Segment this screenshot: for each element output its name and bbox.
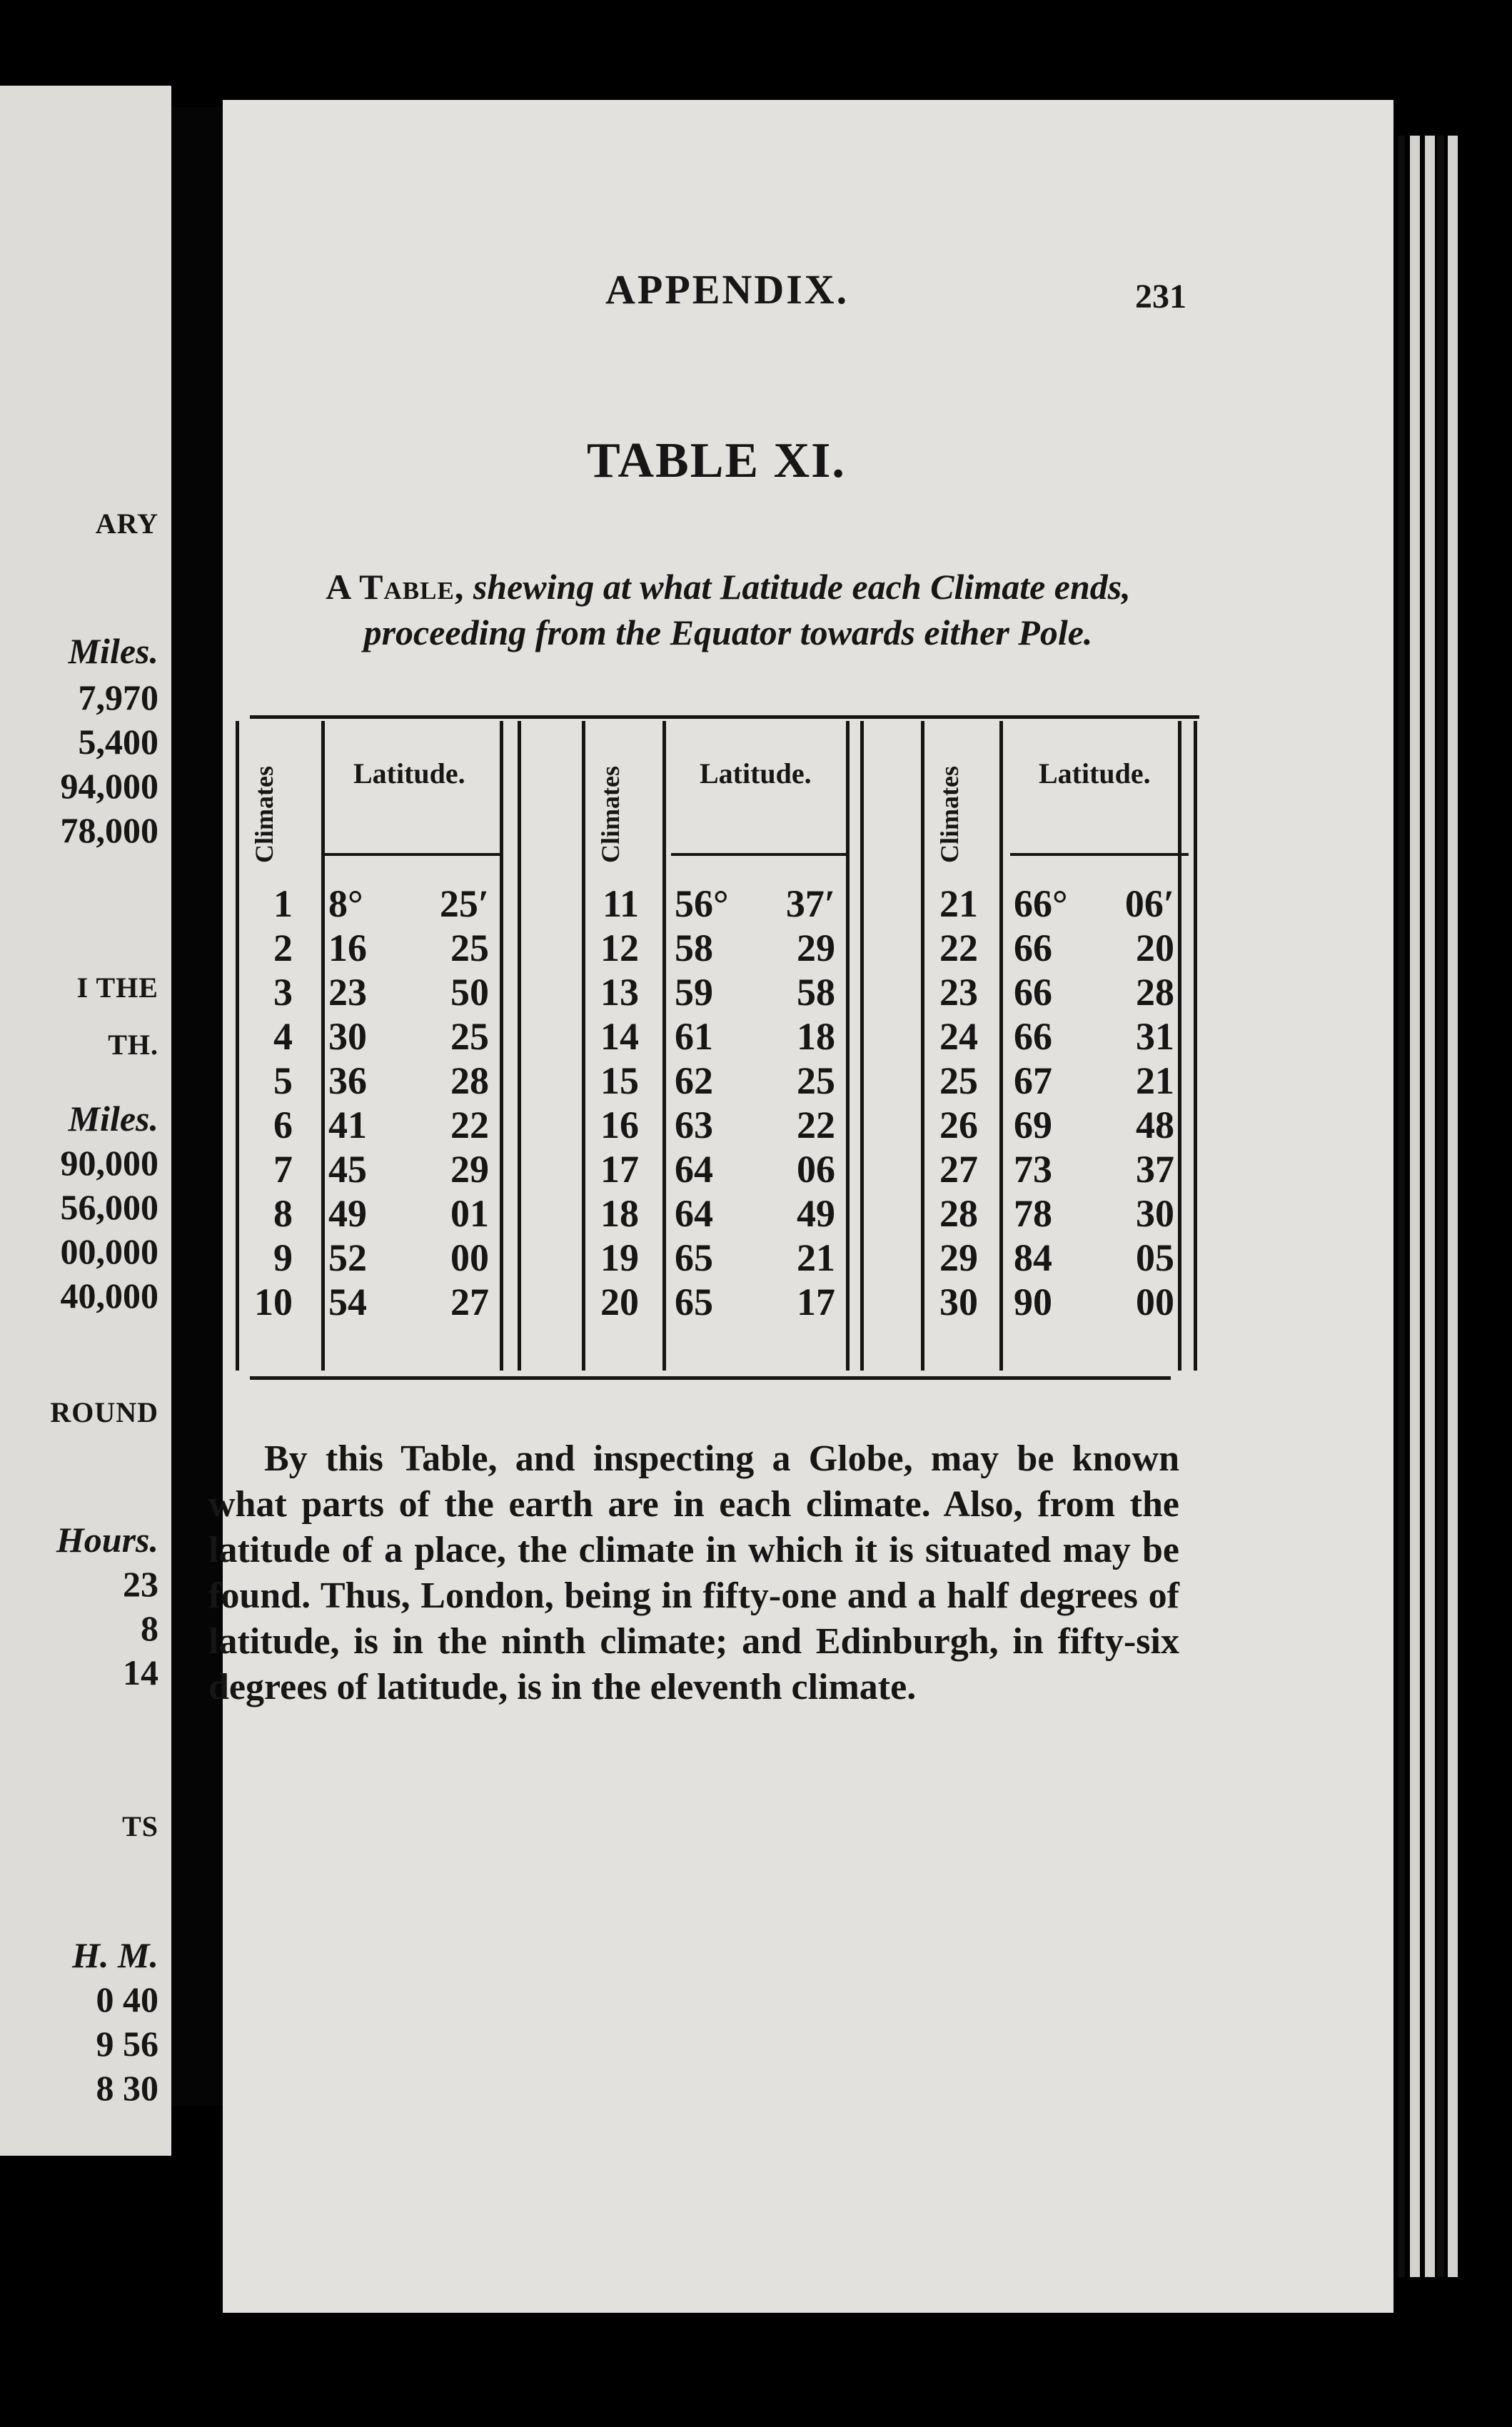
latitude-degrees: 66 [1014,927,1052,969]
page-edge-dark [1398,136,1405,2277]
left-page-line: ARY [95,508,158,540]
left-page-line: TS [122,1810,158,1842]
latitude-degrees: 58 [675,927,713,969]
table-row [243,970,500,1014]
table-row [243,1280,500,1324]
table-column-line [582,721,585,1371]
table-row [928,1236,1185,1280]
latitude-minutes: 29 [797,927,835,969]
table-row [589,1014,846,1059]
table-row [928,1280,1185,1324]
left-page-line: Miles. [68,1099,158,1139]
climate-number: 7 [273,1148,293,1191]
book-gutter [171,107,225,2106]
table-column-line [518,721,521,1371]
latitude-degrees: 84 [1014,1236,1052,1279]
latitude-minutes: 01 [450,1192,489,1235]
latitude-minutes: 28 [450,1059,489,1102]
latitude-minutes: 22 [450,1104,489,1146]
climate-number: 2 [273,927,293,969]
climate-number: 16 [600,1104,639,1146]
left-page-line: 00,000 [60,1231,158,1271]
table-column-line [846,721,850,1371]
latitude-minutes: 50 [450,971,489,1014]
latitude-degrees: 78 [1014,1192,1052,1235]
left-page-line: Hours. [56,1520,158,1560]
latitude-minutes: 37′ [785,882,835,925]
latitude-minutes: 58 [797,971,835,1014]
climate-number: 26 [939,1104,978,1146]
climate-number: 8 [273,1192,293,1235]
latitude-degrees: 49 [328,1192,367,1235]
latitude-minutes: 00 [1136,1281,1174,1323]
latitude-degrees: 62 [675,1059,713,1102]
table-row [589,1280,846,1324]
table-row [589,1236,846,1280]
latitude-minutes: 22 [797,1104,835,1146]
left-page-line: Miles. [68,631,158,671]
climate-number: 28 [939,1192,978,1235]
latitude-minutes: 20 [1136,927,1174,969]
table-row [243,926,500,970]
latitude-header: Latitude. [353,757,465,789]
table-bottom-rule [250,1376,1171,1380]
left-page-line: ROUND [50,1396,158,1428]
latitude-degrees: 16 [328,927,367,969]
climate-number: 13 [600,971,639,1014]
latitude-degrees: 8° [328,882,363,925]
climate-number: 9 [273,1236,293,1279]
latitude-header: Latitude. [1039,757,1151,789]
table-row [243,1103,500,1147]
header-underline [1010,853,1189,856]
latitude-degrees: 64 [675,1148,713,1191]
left-page-line: 5,400 [78,722,158,762]
latitude-degrees: 54 [328,1281,367,1323]
page-edge [1410,136,1420,2277]
table-column-line [236,721,239,1371]
latitude-degrees: 61 [675,1015,713,1058]
latitude-minutes: 37 [1136,1148,1174,1191]
table-row [243,882,500,926]
left-page-line: I THE [76,972,158,1004]
latitude-minutes: 18 [797,1015,835,1058]
latitude-minutes: 30 [1136,1192,1174,1235]
table-row [243,1059,500,1103]
latitude-header: Latitude. [700,757,812,789]
latitude-minutes: 17 [797,1281,835,1323]
climate-number: 12 [600,927,639,969]
latitude-degrees: 56° [675,882,729,925]
climate-number: 3 [273,971,293,1014]
latitude-minutes: 25 [797,1059,835,1102]
caption-lead: A Table, [326,567,465,607]
latitude-degrees: 69 [1014,1104,1052,1146]
latitude-degrees: 66 [1014,1015,1052,1058]
page-number: 231 [1135,278,1186,316]
latitude-degrees: 63 [675,1104,713,1146]
table-column-line [860,721,864,1371]
climate-number: 17 [600,1148,639,1191]
latitude-degrees: 65 [675,1236,713,1279]
table-column-line [500,721,503,1371]
table-row [243,1191,500,1236]
table-row [928,926,1185,970]
table-row [589,1059,846,1103]
table-top-rule [250,715,1199,719]
climates-header: Climates [935,766,964,863]
latitude-degrees: 67 [1014,1059,1052,1102]
table-title: TABLE XI. [587,433,846,488]
latitude-minutes: 31 [1136,1015,1174,1058]
latitude-minutes: 06′ [1124,882,1174,925]
climate-number: 23 [939,971,978,1014]
table-row [928,1147,1185,1191]
latitude-minutes: 00 [450,1236,489,1279]
left-facing-page [0,86,171,2156]
page-edge-dark [1437,136,1444,2277]
page-edge [1448,136,1458,2277]
latitude-minutes: 25 [450,1015,489,1058]
latitude-degrees: 64 [675,1192,713,1235]
header-underline [671,853,850,856]
latitude-degrees: 73 [1014,1148,1052,1191]
latitude-degrees: 90 [1014,1281,1052,1323]
left-page-line: 94,000 [60,766,158,806]
latitude-minutes: 29 [450,1148,489,1191]
latitude-degrees: 41 [328,1104,367,1146]
table-row [243,1236,500,1280]
table-row [928,1103,1185,1147]
climate-number: 14 [600,1015,639,1058]
table-column-line [921,721,924,1371]
climate-number: 11 [602,882,639,925]
table-caption [253,564,1203,655]
climate-number: 5 [273,1059,293,1102]
left-page-line: 90,000 [60,1143,158,1183]
climate-number: 27 [939,1148,978,1191]
climates-header: Climates [250,766,278,863]
table-row [589,1103,846,1147]
latitude-degrees: 66 [1014,971,1052,1014]
latitude-degrees: 45 [328,1148,367,1191]
climate-number: 10 [254,1281,293,1323]
latitude-minutes: 21 [797,1236,835,1279]
climate-number: 6 [273,1104,293,1146]
left-page-line: H. M. [72,1935,158,1975]
left-page-line: 8 [141,1608,158,1648]
table-row [928,970,1185,1014]
latitude-degrees: 30 [328,1015,367,1058]
climate-number: 19 [600,1236,639,1279]
table-row [928,882,1185,926]
climate-number: 18 [600,1192,639,1235]
header-underline [325,853,503,856]
left-page-line: TH. [108,1029,158,1061]
latitude-degrees: 59 [675,971,713,1014]
body-paragraph: By this Table, and inspecting a Globe, may be known what parts of the earth are in each climate. Also, from the latitude of a place, the climate in which it is situated may be found. Thus, London, being in fifty-one and a half degrees of latitude, is in the ninth climate; and Edinburgh, in fifty-six degrees of latitude, is in the eleventh climate. [208,1438,1179,1707]
latitude-degrees: 23 [328,971,367,1014]
table-row [589,1191,846,1236]
left-page-line: 9 56 [96,2024,158,2064]
climate-number: 25 [939,1059,978,1102]
climate-number: 30 [939,1281,978,1323]
table-row [243,1147,500,1191]
table-row [243,1014,500,1059]
climate-number: 4 [273,1015,293,1058]
latitude-degrees: 36 [328,1059,367,1102]
latitude-minutes: 48 [1136,1104,1174,1146]
left-page-line: 78,000 [60,810,158,850]
left-page-line: 23 [123,1564,158,1604]
climate-number: 15 [600,1059,639,1102]
latitude-minutes: 27 [450,1281,489,1323]
climate-number: 21 [939,882,978,925]
latitude-minutes: 25 [450,927,489,969]
climate-number: 29 [939,1236,978,1279]
latitude-degrees: 66° [1014,882,1068,925]
climates-header: Climates [596,766,625,863]
table-row [589,1147,846,1191]
climate-number: 20 [600,1281,639,1323]
left-page-line: 14 [123,1653,158,1692]
latitude-degrees: 52 [328,1236,367,1279]
table-column-line [1194,721,1197,1371]
page-edge [1425,136,1435,2277]
table-row [928,1059,1185,1103]
table-row [589,926,846,970]
latitude-minutes: 05 [1136,1236,1174,1279]
latitude-minutes: 21 [1136,1059,1174,1102]
climate-number: 1 [273,882,293,925]
latitude-minutes: 06 [797,1148,835,1191]
left-page-line: 8 30 [96,2068,158,2108]
latitude-minutes: 49 [797,1192,835,1235]
latitude-degrees: 65 [675,1281,713,1323]
latitude-minutes: 28 [1136,971,1174,1014]
climate-number: 22 [939,927,978,969]
left-page-line: 0 40 [96,1979,158,2019]
caption-text: shewing at what Latitude each Climate ends, proceeding from the Equator towards either Pole. [363,567,1131,652]
climate-number: 24 [939,1015,978,1058]
latitude-minutes: 25′ [439,882,489,925]
left-page-line: 7,970 [78,677,158,717]
table-row [928,1014,1185,1059]
table-row [928,1191,1185,1236]
table-row [589,970,846,1014]
left-page-line: 40,000 [60,1276,158,1316]
left-page-line: 56,000 [60,1187,158,1227]
table-row [589,882,846,926]
running-head: APPENDIX. [605,266,850,313]
